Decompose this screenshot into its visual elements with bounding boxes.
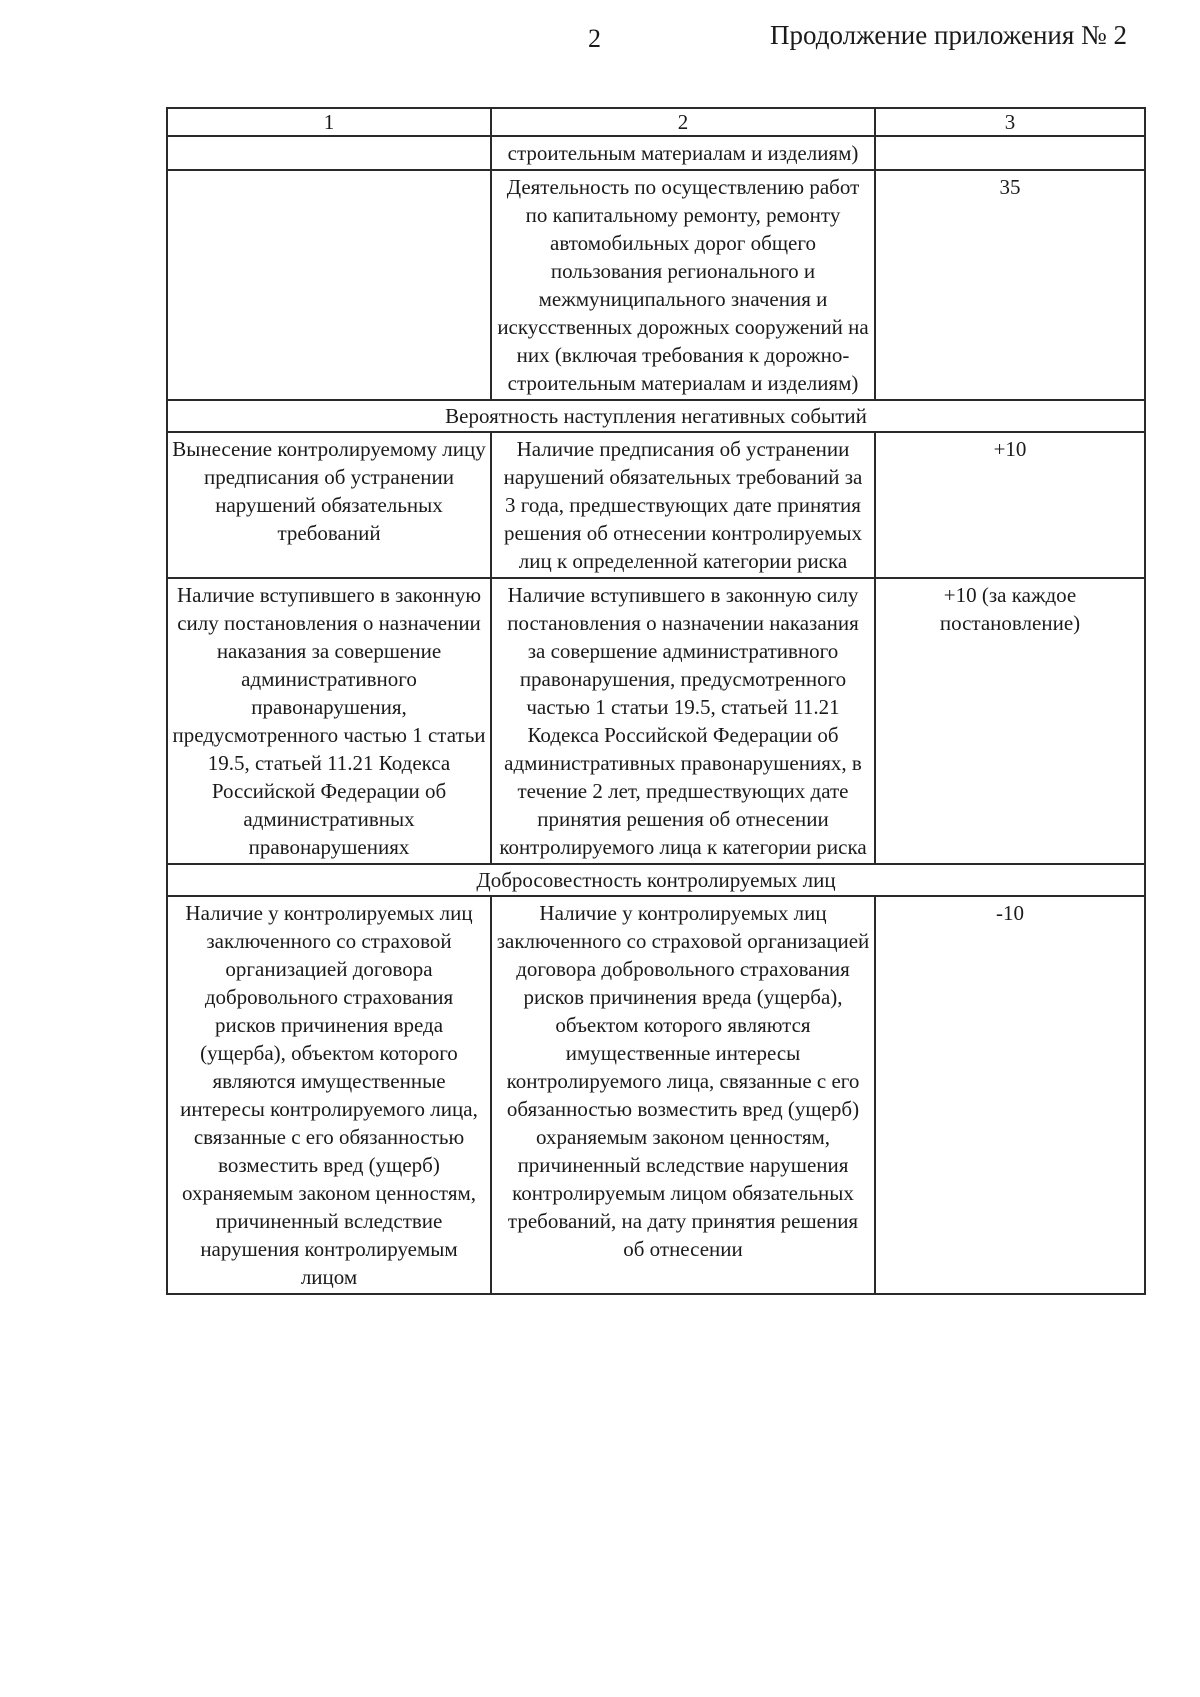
score-cell: -10 [875, 896, 1145, 1294]
indicator-cell: Наличие предписания об устранении нарушений обязательных требований за 3 года, предшествующих дате принятия решения об отнесении контролируемых лиц к определенной категории риска [491, 432, 875, 578]
score-cell: +10 [875, 432, 1145, 578]
table-row [167, 432, 1145, 578]
indicator-cell: строительным материалам и изделиям) [491, 136, 875, 170]
section-heading: Вероятность наступления негативных событий [167, 400, 1145, 432]
criterion-cell: Наличие вступившего в законную силу постановления о назначении наказания за совершение административного правонарушения, предусмотренного частью 1 статьи 19.5, статьей 11.21 Кодекса Российской Федерации об административных правонарушениях [167, 578, 491, 864]
indicator-cell: Деятельность по осуществлению работ по капитальному ремонту, ремонту автомобильных дорог общего пользования регионального и межмуниципального значения и искусственных дорожных сооружений на них (включая требования к дорожно-строительным материалам и изделиям) [491, 170, 875, 400]
table-row [167, 896, 1145, 1294]
indicator-cell: Наличие у контролируемых лиц заключенного со страховой организацией договора добровольного страхования рисков причинения вреда (ущерба), объектом которого являются имущественные интересы контролируемого лица, связанные с его обязанностью возместить вред (ущерб) охраняемым законом ценностям, причиненный вследствие нарушения контролируемым лицом обязательных требований, на дату принятия решения об отнесении [491, 896, 875, 1294]
table-row [167, 170, 1145, 400]
table-row [167, 136, 1145, 170]
criterion-cell: Наличие у контролируемых лиц заключенного со страховой организацией договора добровольного страхования рисков причинения вреда (ущерба), объектом которого являются имущественные интересы контролируемого лица, связанные с его обязанностью возместить вред (ущерб) охраняемым законом ценностям, причиненный вследствие нарушения контролируемым лицом [167, 896, 491, 1294]
criterion-cell: Вынесение контролируемому лицу предписания об устранении нарушений обязательных требований [167, 432, 491, 578]
section-heading-row [167, 400, 1145, 432]
indicator-cell: Наличие вступившего в законную силу постановления о назначении наказания за совершение административного правонарушения, предусмотренного частью 1 статьи 19.5, статьей 11.21 Кодекса Российской Федерации об административных правонарушениях, в течение 2 лет, предшествующих дате принятия решения об отнесении контролируемого лица к категории риска [491, 578, 875, 864]
section-heading: Добросовестность контролируемых лиц [167, 864, 1145, 896]
appendix-continuation-note: Продолжение приложения № 2 [770, 20, 1128, 50]
table-row [167, 578, 1145, 864]
page-number: 2 [588, 24, 601, 53]
criterion-cell [167, 136, 491, 170]
score-cell: 35 [875, 170, 1145, 400]
criterion-cell [167, 170, 491, 400]
column-number-1: 1 [167, 108, 491, 136]
column-number-2: 2 [491, 108, 875, 136]
score-cell: +10 (за каждое постановление) [875, 578, 1145, 864]
risk-criteria-table [166, 107, 1146, 1295]
section-heading-row [167, 864, 1145, 896]
column-number-row [167, 108, 1145, 136]
score-cell [875, 136, 1145, 170]
column-number-3: 3 [875, 108, 1145, 136]
